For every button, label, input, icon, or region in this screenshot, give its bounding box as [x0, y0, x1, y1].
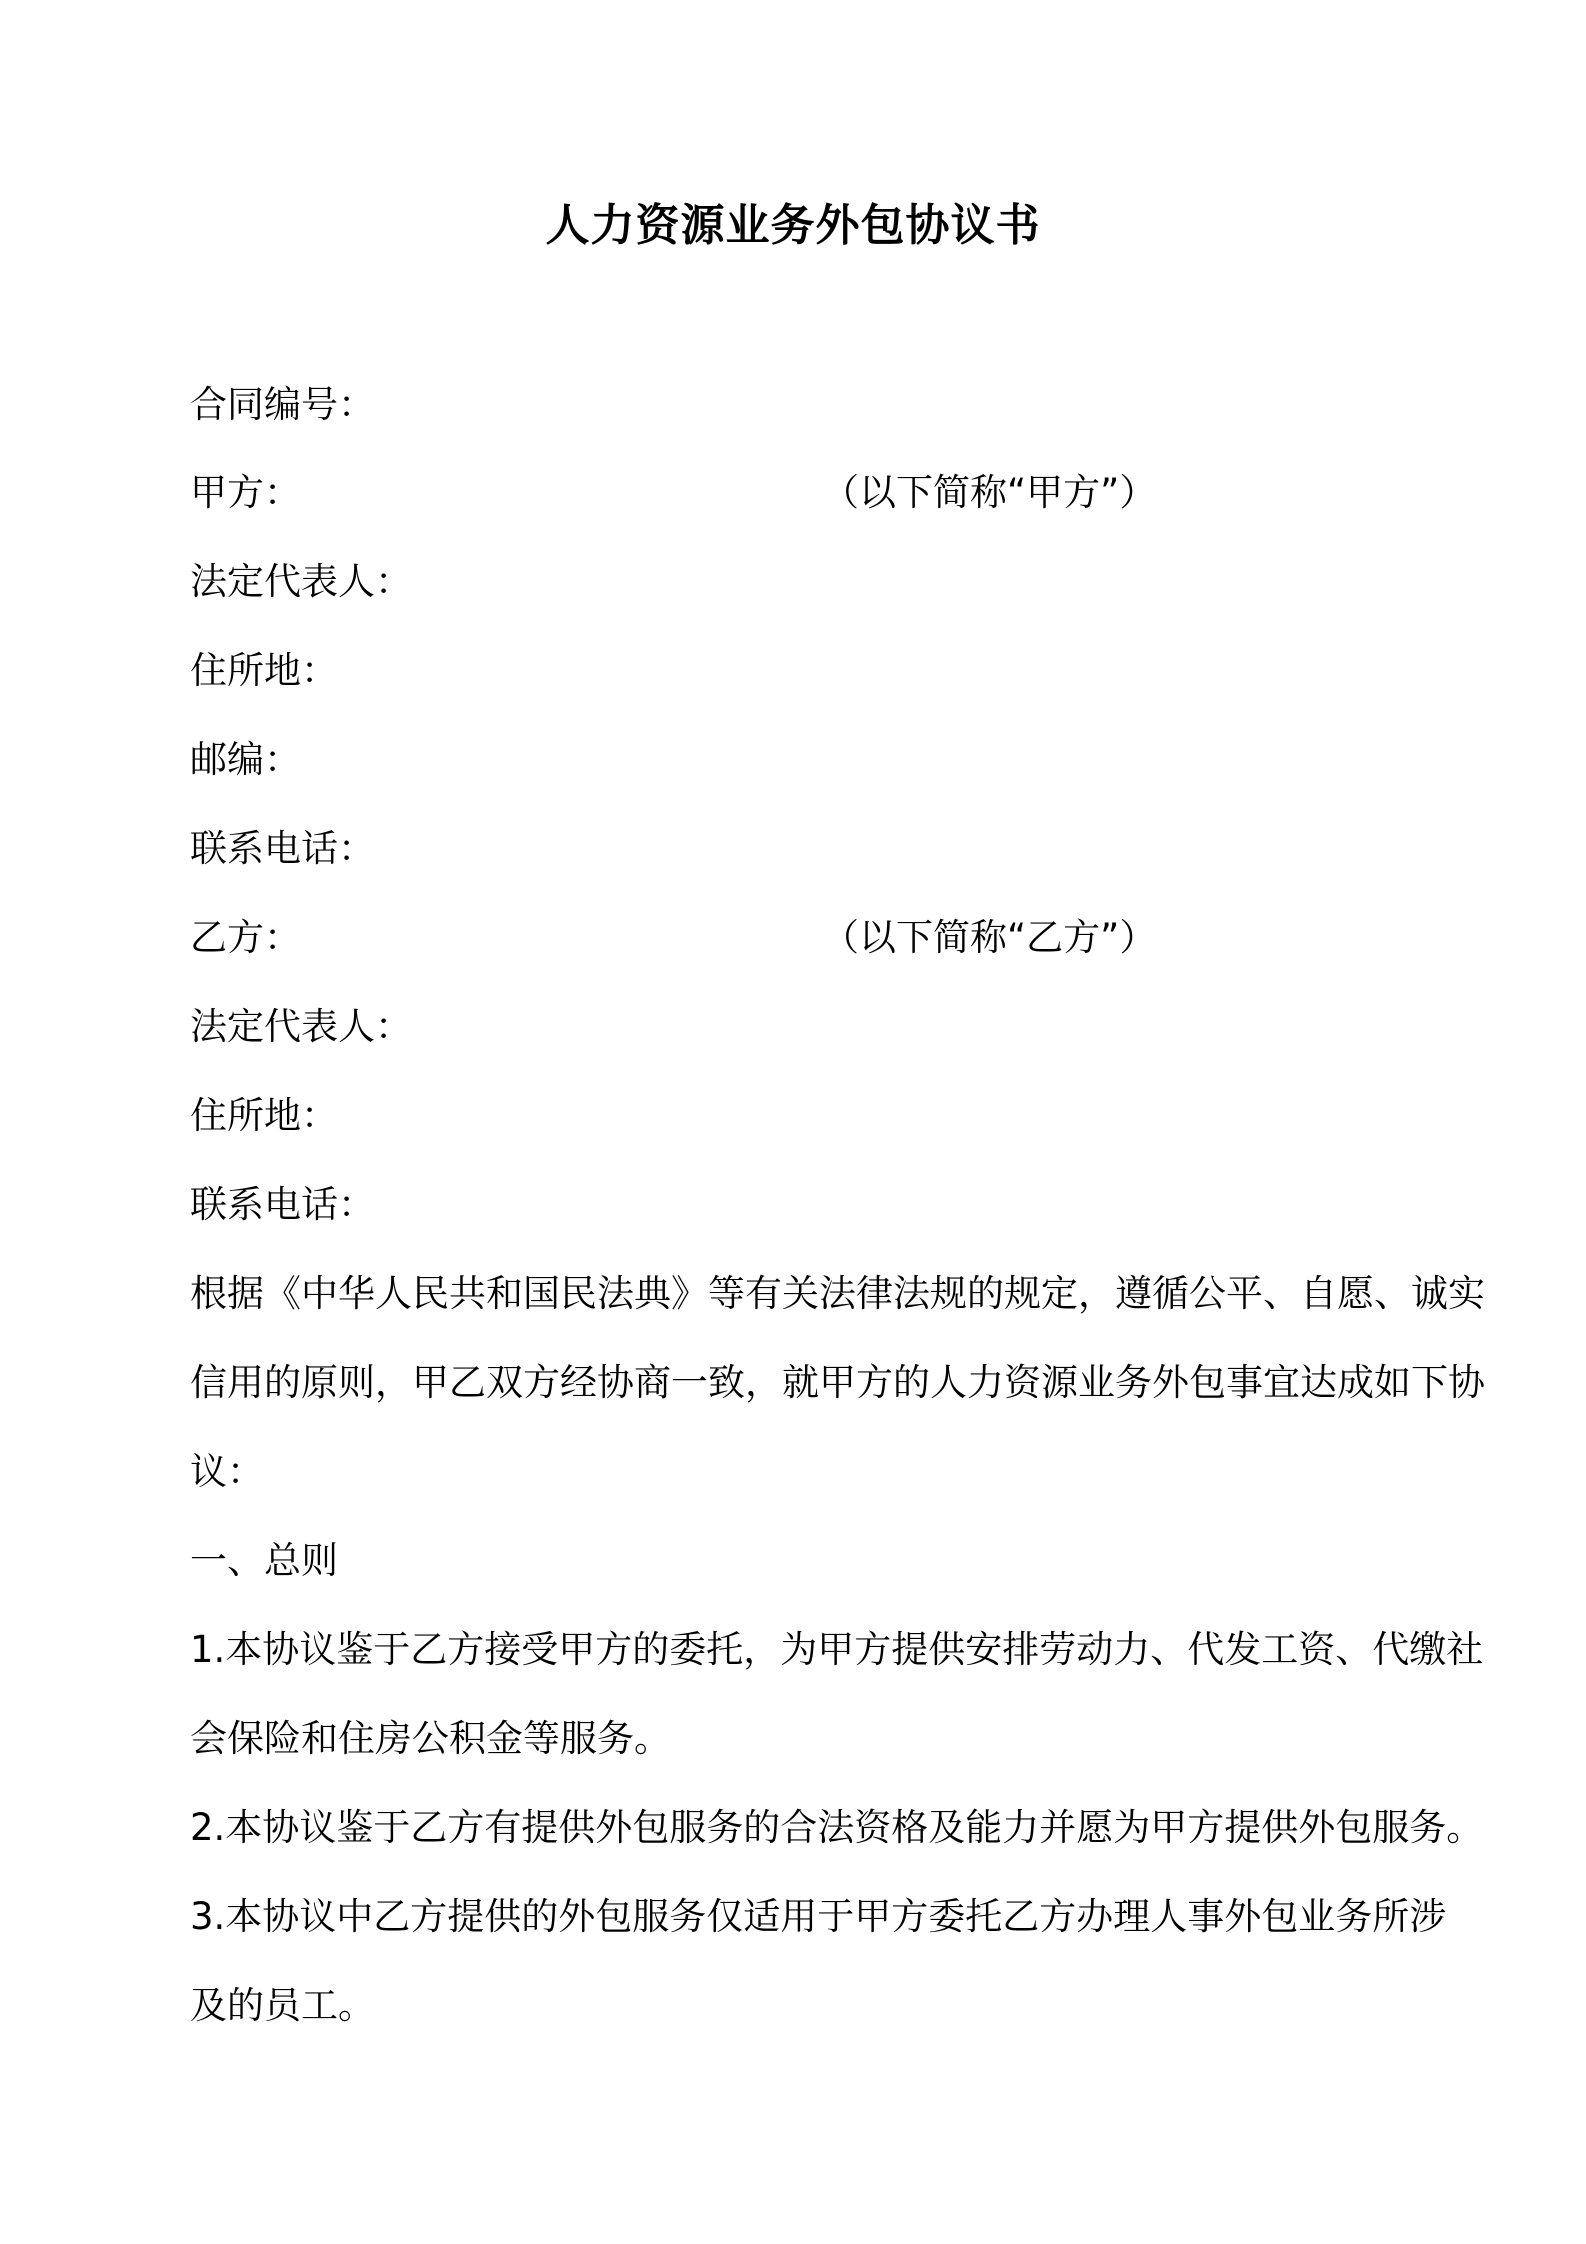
- clause-3-line: 3.本协议中乙方提供的外包服务仅适用于甲方委托乙方办理人事外包业务所涉: [190, 1895, 1447, 1938]
- party-a-phone-label: 联系电话：: [190, 827, 375, 870]
- party-a-abbreviation: （以下简称“甲方”）: [822, 471, 1157, 514]
- party-a-postcode-label: 邮编：: [190, 738, 301, 781]
- contract-number-label: 合同编号：: [190, 383, 375, 426]
- section-heading: 一、总则: [190, 1539, 338, 1582]
- clause-3-line: 及的员工。: [190, 1984, 375, 2027]
- clause-2-line: 2.本协议鉴于乙方有提供外包服务的合法资格及能力并愿为甲方提供外包服务。: [190, 1806, 1484, 1849]
- party-b-address-label: 住所地：: [190, 1094, 338, 1137]
- preamble-line: 议：: [190, 1450, 264, 1493]
- party-b-abbreviation: （以下简称“乙方”）: [822, 916, 1157, 959]
- clause-1-line: 会保险和住房公积金等服务。: [190, 1717, 671, 1760]
- document-title: 人力资源业务外包协议书: [545, 200, 1041, 251]
- party-b-label: 乙方：: [190, 916, 301, 959]
- party-a-address-label: 住所地：: [190, 649, 338, 692]
- clause-1-line: 1.本协议鉴于乙方接受甲方的委托，为甲方提供安排劳动力、代发工资、代缴社: [190, 1628, 1484, 1671]
- preamble-line: 信用的原则，甲乙双方经协商一致，就甲方的人力资源业务外包事宜达成如下协: [190, 1361, 1485, 1404]
- party-b-phone-label: 联系电话：: [190, 1183, 375, 1226]
- preamble-line: 根据《中华人民共和国民法典》等有关法律法规的规定，遵循公平、自愿、诚实: [190, 1272, 1485, 1315]
- party-a-representative-label: 法定代表人：: [190, 560, 412, 603]
- party-b-representative-label: 法定代表人：: [190, 1005, 412, 1048]
- party-a-label: 甲方：: [190, 471, 301, 514]
